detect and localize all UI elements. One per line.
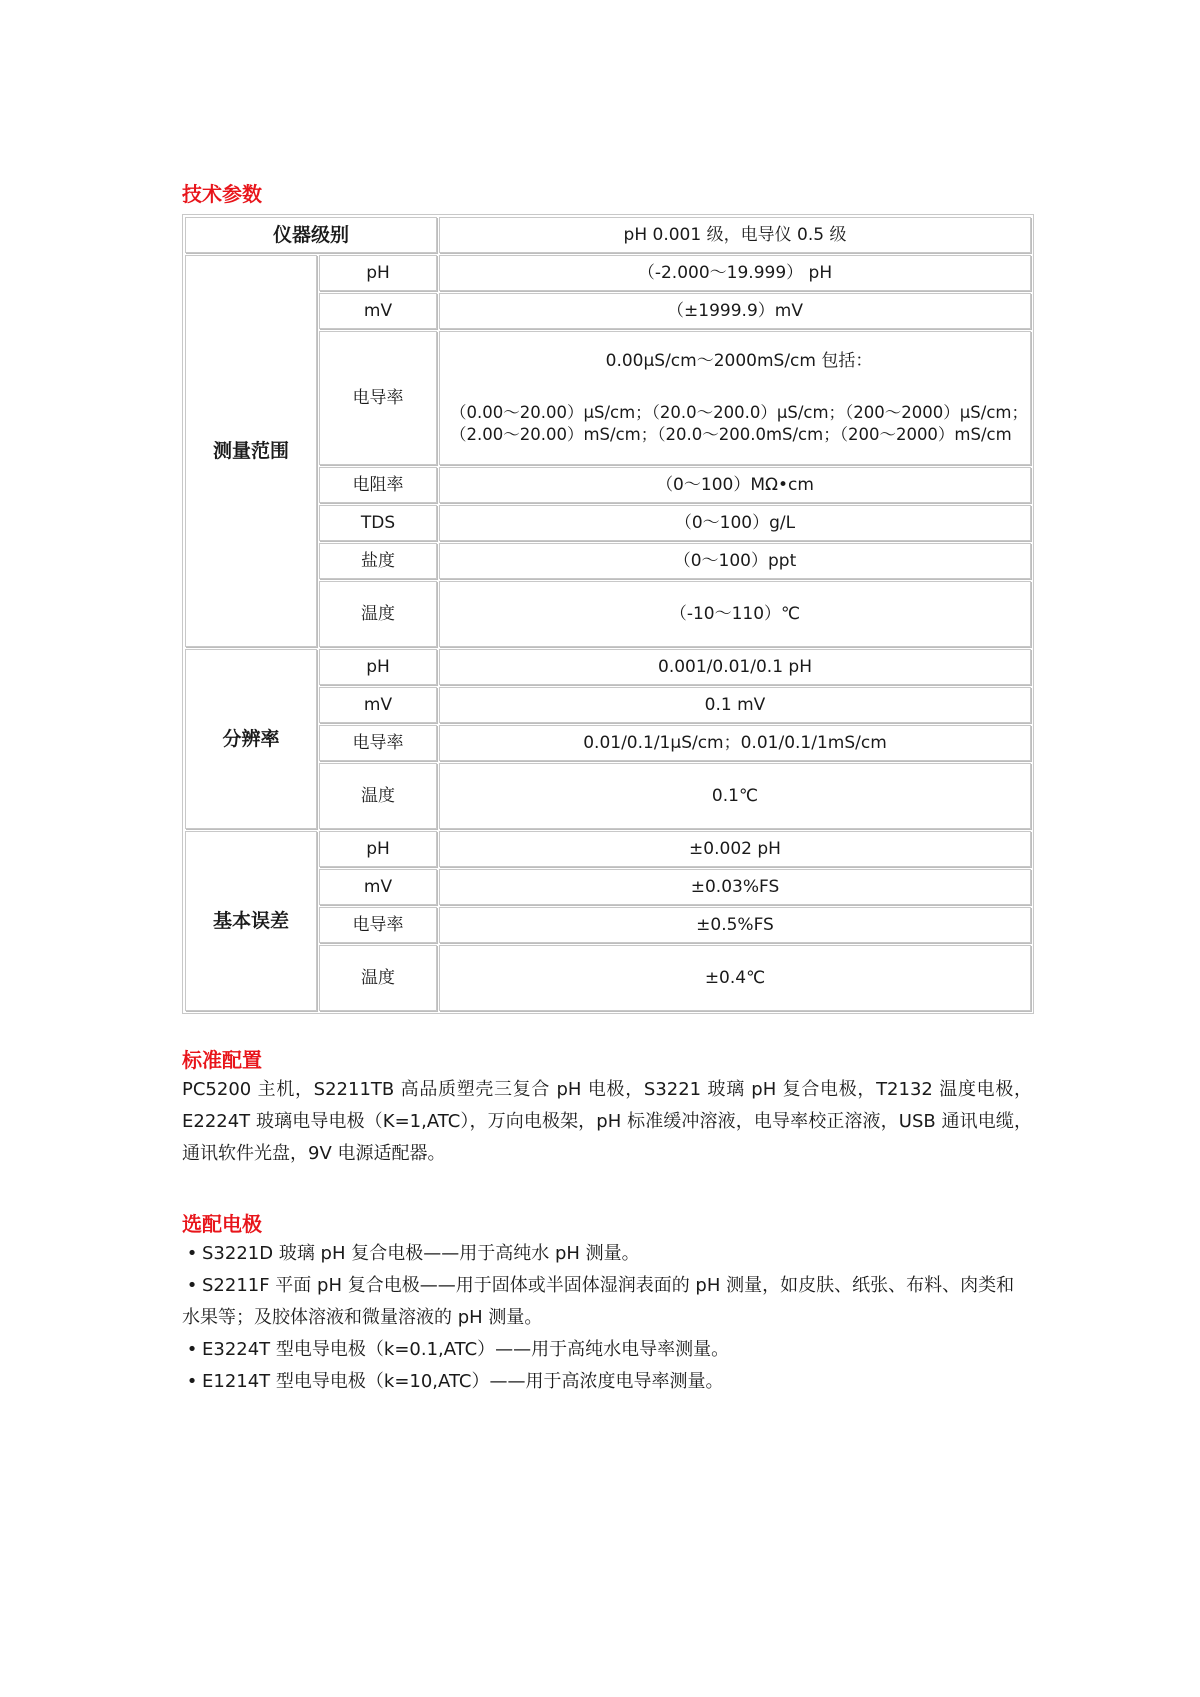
conductivity-range-value (439, 331, 1031, 465)
error-value: ±0.03%FS (439, 869, 1031, 905)
range-value: （0～100）MΩ•cm (439, 467, 1031, 503)
resolution-sub-label: 电导率 (319, 725, 437, 761)
spec-section-title: 技术参数 (182, 182, 262, 206)
range-value: （0～100）g/L (439, 505, 1031, 541)
error-sub-label: 电导率 (319, 907, 437, 943)
table-row (185, 255, 1031, 291)
spec-table (182, 214, 1034, 1014)
bullet-icon: • (186, 1371, 198, 1392)
list-item-text: E1214T 型电导电极（k=10,ATC）——用于高浓度电导率测量。 (202, 1371, 724, 1392)
error-sub-label: mV (319, 869, 437, 905)
range-sub-label: pH (319, 255, 437, 291)
range-sub-label: 电导率 (319, 331, 437, 465)
range-sub-label: 温度 (319, 581, 437, 647)
error-sub-label: 温度 (319, 945, 437, 1011)
resolution-value: 0.1 mV (439, 687, 1031, 723)
instrument-grade-value: pH 0.001 级，电导仪 0.5 级 (439, 217, 1031, 253)
resolution-sub-label: mV (319, 687, 437, 723)
table-row (185, 217, 1031, 253)
range-value: （0～100）ppt (439, 543, 1031, 579)
resolution-value: 0.1℃ (439, 763, 1031, 829)
error-category: 基本误差 (185, 831, 317, 1011)
bullet-icon: • (186, 1339, 198, 1360)
list-item (182, 1238, 1032, 1270)
standard-config-text: PC5200 主机，S2211TB 高品质塑壳三复合 pH 电极，S3221 玻璃 pH 复合电极，T2132 温度电极，E2224T 玻璃电导电极（K=1,ATC），万向电极架，pH 标准缓冲溶液，电导率校正溶液，USB 通讯电缆，通讯软件光盘，9V 电源适配器。 (182, 1079, 1032, 1164)
range-value: （-2.000～19.999） pH (439, 255, 1031, 291)
range-value: （±1999.9）mV (439, 293, 1031, 329)
list-item-text: S2211F 平面 pH 复合电极——用于固体或半固体湿润表面的 pH 测量，如皮肤、纸张、布料、肉类和水果等；及胶体溶液和微量溶液的 pH 测量。 (182, 1275, 1015, 1328)
range-value: （-10～110）℃ (439, 581, 1031, 647)
table-row (185, 649, 1031, 685)
list-item (182, 1334, 1032, 1366)
optional-electrodes-title: 选配电极 (182, 1212, 262, 1236)
error-sub-label: pH (319, 831, 437, 867)
bullet-icon: • (186, 1243, 198, 1264)
list-item (182, 1270, 1032, 1334)
resolution-category: 分辨率 (185, 649, 317, 829)
list-item-text: S3221D 玻璃 pH 复合电极——用于高纯水 pH 测量。 (202, 1243, 640, 1264)
resolution-value: 0.001/0.01/0.1 pH (439, 649, 1031, 685)
resolution-value: 0.01/0.1/1μS/cm；0.01/0.1/1mS/cm (439, 725, 1031, 761)
range-sub-label: 盐度 (319, 543, 437, 579)
table-row (185, 831, 1031, 867)
conductivity-range-line: （0.00～20.00）μS/cm；（20.0～200.0）μS/cm；（200～2000）μS/cm； (450, 403, 1028, 422)
conductivity-range-total: 0.00μS/cm～2000mS/cm 包括： (605, 351, 873, 371)
range-sub-label: mV (319, 293, 437, 329)
standard-config-title: 标准配置 (182, 1048, 262, 1072)
error-value: ±0.4℃ (439, 945, 1031, 1011)
resolution-sub-label: 温度 (319, 763, 437, 829)
range-category: 测量范围 (185, 255, 317, 647)
error-value: ±0.5%FS (439, 907, 1031, 943)
range-sub-label: TDS (319, 505, 437, 541)
list-item (182, 1366, 1032, 1398)
instrument-grade-label: 仪器级别 (185, 217, 437, 253)
document-page (182, 180, 1032, 1398)
bullet-icon: • (186, 1275, 198, 1296)
error-value: ±0.002 pH (439, 831, 1031, 867)
list-item-text: E3224T 型电导电极（k=0.1,ATC）——用于高纯水电导率测量。 (202, 1339, 730, 1360)
conductivity-range-line: （2.00～20.00）mS/cm；（20.0～200.0mS/cm；（200～2000）mS/cm (450, 425, 1012, 444)
range-sub-label: 电阻率 (319, 467, 437, 503)
optional-electrodes-list (182, 1238, 1032, 1398)
resolution-sub-label: pH (319, 649, 437, 685)
